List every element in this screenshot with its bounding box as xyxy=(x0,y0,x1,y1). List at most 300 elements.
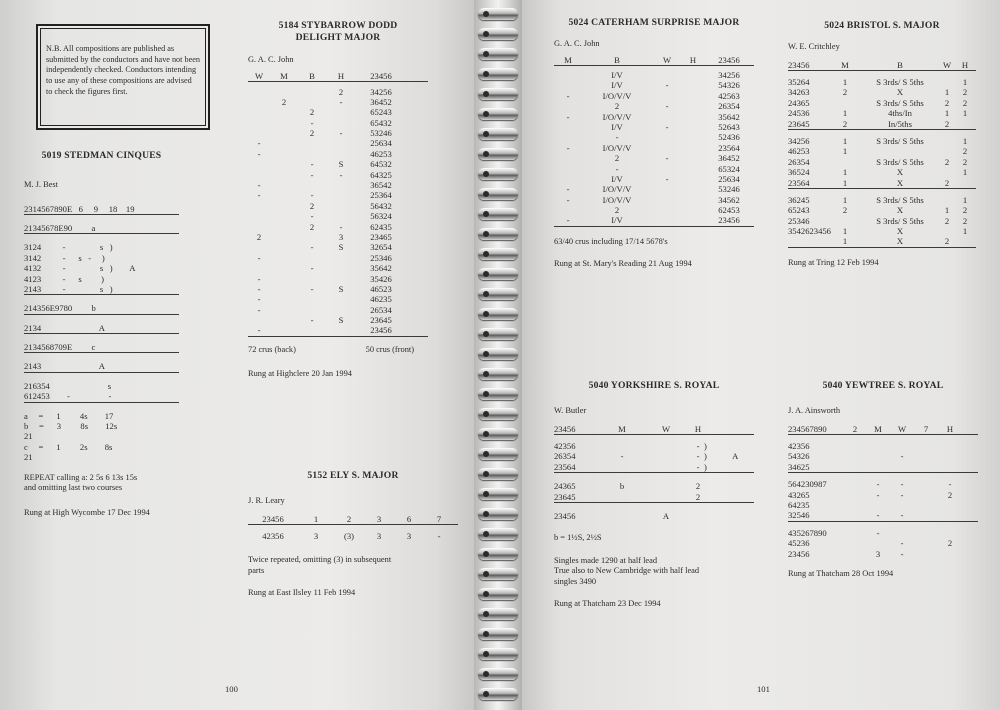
column-header: M xyxy=(564,54,572,65)
binding-coil xyxy=(478,308,518,320)
table-row xyxy=(248,201,428,211)
table-cell: 2 xyxy=(962,156,968,167)
table-row xyxy=(788,462,978,473)
table-row xyxy=(788,538,978,548)
table-cell: I/V xyxy=(611,121,623,132)
table-cell: - xyxy=(620,451,624,462)
table-cell: 2 xyxy=(947,489,953,500)
calling-table xyxy=(554,424,754,522)
table-cell: 1 xyxy=(944,87,950,98)
table-row xyxy=(248,325,428,336)
table-row xyxy=(248,242,428,252)
table-cell: 23564 xyxy=(788,177,810,188)
table-cell: 62453 xyxy=(718,205,740,216)
column-header: H xyxy=(694,423,702,434)
table-cell: 1 xyxy=(962,77,968,87)
table-cell: 1 xyxy=(842,236,848,247)
column-header: M xyxy=(280,71,288,82)
table-cell: 2 xyxy=(281,96,287,107)
table-cell: 64532 xyxy=(370,159,392,170)
binding-coil xyxy=(478,328,518,340)
table-cell: - xyxy=(257,325,261,336)
table-cell: (3) xyxy=(343,531,355,541)
table-row xyxy=(788,490,978,500)
table-row xyxy=(788,510,978,521)
composer: J. A. Ainsworth xyxy=(788,405,841,415)
table-cell: 25634 xyxy=(718,173,740,184)
table-cell: S 3rds/ S 5ths xyxy=(876,97,924,108)
table-row xyxy=(788,451,978,461)
table-cell: 35642 xyxy=(370,263,392,274)
column-header: 23456 xyxy=(554,423,576,434)
table-row xyxy=(788,216,976,226)
table-row xyxy=(788,226,976,236)
table-cell: S 3rds/ S 5ths xyxy=(876,194,924,205)
table-header xyxy=(554,424,754,435)
table-cell: 23564 xyxy=(718,142,740,153)
composition-5040-yewtree xyxy=(788,380,978,579)
table-row xyxy=(248,253,428,263)
table-cell: - xyxy=(257,294,261,305)
table-row xyxy=(248,263,428,273)
table-cell: - xyxy=(566,194,570,205)
table-cell: - xyxy=(257,138,261,149)
table-cell: 3 xyxy=(406,531,412,541)
table-cell: 1 xyxy=(842,226,848,237)
table-cell: 26534 xyxy=(370,304,392,315)
table-row xyxy=(554,215,754,226)
table-cell: 2 xyxy=(944,236,950,247)
table-cell: 2 xyxy=(962,87,968,98)
binding-coil xyxy=(478,228,518,240)
table-cell: 25346 xyxy=(788,215,810,226)
binding-coil xyxy=(478,648,518,660)
note-line: REPEAT calling a: 2 5s 6 13s 15s xyxy=(24,472,138,482)
table-cell: 1 xyxy=(842,108,848,119)
calling-line: 4132 - s ) A xyxy=(24,263,136,274)
table-cell: 42356 xyxy=(788,441,810,451)
table-cell: 36452 xyxy=(718,153,740,164)
calling-table xyxy=(788,60,976,248)
binding-coil xyxy=(478,508,518,520)
composition-title: 5040 YORKSHIRE S. ROYAL xyxy=(588,380,720,391)
table-cell: 34263 xyxy=(788,87,810,98)
table-cell: - xyxy=(257,283,261,294)
table-row xyxy=(554,481,754,491)
composition-5152 xyxy=(248,470,458,599)
calling-line: 216354 s xyxy=(24,380,112,391)
table-cell: 23456 xyxy=(370,325,392,336)
table-cell: - xyxy=(876,489,880,500)
table-row xyxy=(554,80,754,90)
binding-coil xyxy=(478,48,518,60)
calling-table xyxy=(554,55,754,227)
table-row xyxy=(554,122,754,132)
binding-coil xyxy=(478,488,518,500)
table-cell: X xyxy=(896,167,904,178)
table-cell: 46523 xyxy=(370,283,392,294)
table-row xyxy=(248,107,428,117)
calling-line: 3142 - s - ) xyxy=(24,252,105,263)
table-cell: I/V xyxy=(611,80,623,91)
calling-line: 21345678E90 a xyxy=(24,223,179,234)
table-cell: 2 xyxy=(614,205,620,216)
composer: W. E. Critchley xyxy=(788,41,840,51)
note-line: and omitting last two courses xyxy=(24,483,123,493)
table-cell: 1 xyxy=(962,167,968,178)
column-header: B xyxy=(309,71,315,82)
table-cell: - xyxy=(665,80,669,91)
column-header: H xyxy=(337,71,345,82)
column-header: 3 xyxy=(376,513,382,524)
note-line: parts xyxy=(248,565,265,575)
table-cell: I/O/V/V xyxy=(602,194,632,205)
binding-coil xyxy=(478,528,518,540)
calling-table xyxy=(248,514,458,542)
table-cell: 23456 xyxy=(718,215,740,226)
table-cell: - xyxy=(257,148,261,159)
column-header: 1 xyxy=(313,513,319,524)
table-row xyxy=(788,146,976,156)
table-cell: 35426 xyxy=(370,273,392,284)
composer: G. A. C. John xyxy=(248,55,294,64)
table-cell: S xyxy=(338,283,344,294)
table-cell: 25634 xyxy=(370,138,392,149)
composition-title: 5024 BRISTOL S. MAJOR xyxy=(824,20,940,31)
table-cell: - xyxy=(665,153,669,164)
table-row xyxy=(788,205,976,215)
composition-title: 5019 STEDMAN CINQUES xyxy=(41,150,162,161)
binding-coil xyxy=(478,568,518,580)
table-cell: 2 xyxy=(695,481,701,492)
table-cell: 24365 xyxy=(554,481,576,492)
column-header: 234567890 xyxy=(788,423,827,434)
composer: G. A. C. John xyxy=(554,38,600,48)
column-header: W xyxy=(897,423,907,434)
table-row xyxy=(554,511,754,521)
binding-coil xyxy=(478,548,518,560)
column-header: W xyxy=(661,423,671,434)
table-cell: X xyxy=(896,236,904,247)
table-cell: S xyxy=(338,315,344,326)
table-cell: In/5ths xyxy=(888,118,912,129)
table-cell: 24536 xyxy=(788,108,810,119)
table-cell: S 3rds/ S 5ths xyxy=(876,77,924,87)
table-cell: 34256 xyxy=(718,70,740,80)
table-cell: - xyxy=(900,538,904,549)
table-cell: X xyxy=(896,205,904,216)
calling-line: b = 3 8s 12s xyxy=(24,421,118,432)
table-cell: 65243 xyxy=(370,107,392,118)
calling-table xyxy=(788,424,978,559)
column-header: B xyxy=(614,54,620,65)
table-cell: I/O/V/V xyxy=(602,111,632,122)
calling-line: 612453 - - xyxy=(24,391,179,402)
table-cell: 46253 xyxy=(788,146,810,157)
composition-5019 xyxy=(24,150,179,518)
table-cell: I/O/V/V xyxy=(602,142,632,153)
table-cell: - xyxy=(665,121,669,132)
column-header: 2 xyxy=(852,423,858,434)
page-number-left: 100 xyxy=(225,684,238,694)
table-cell: 23465 xyxy=(370,231,392,242)
table-row xyxy=(248,211,428,221)
table-cell: 35642 xyxy=(718,111,740,122)
binding-coil xyxy=(478,188,518,200)
table-row xyxy=(788,441,978,451)
binding-coil xyxy=(478,608,518,620)
binding-coil xyxy=(478,348,518,360)
table-cell: - xyxy=(339,128,343,139)
table-cell: 3 xyxy=(376,531,382,541)
table-cell: - xyxy=(696,461,700,472)
composition-5040-yorkshire xyxy=(554,380,754,610)
table-cell: 26354 xyxy=(788,156,810,167)
table-cell: 25346 xyxy=(370,252,392,263)
table-cell: 34625 xyxy=(788,461,810,472)
table-cell: - xyxy=(615,163,619,174)
column-header: M xyxy=(874,423,882,434)
binding-coil xyxy=(478,588,518,600)
calling-lines xyxy=(24,204,179,463)
table-row xyxy=(248,118,428,128)
table-header xyxy=(554,55,754,66)
table-row xyxy=(788,77,976,87)
table-cell: 42356 xyxy=(262,531,284,541)
table-cell: 2 xyxy=(962,146,968,157)
table-cell: 24365 xyxy=(788,97,810,108)
table-row xyxy=(248,305,428,315)
table-cell: 1 xyxy=(842,77,848,87)
calling-line: 21 xyxy=(24,431,33,442)
rung-info: Rung at St. Mary's Reading 21 Aug 1994 xyxy=(554,259,692,269)
column-header: 7 xyxy=(923,423,929,434)
table-row xyxy=(788,479,978,489)
table-cell: I/O/V/V xyxy=(602,90,632,101)
binding-coil xyxy=(478,208,518,220)
table-cell: 2 xyxy=(944,118,950,129)
table-cell: - xyxy=(310,159,314,170)
table-cell: 2 xyxy=(962,205,968,216)
table-cell: - xyxy=(900,548,904,559)
table-cell: I/V xyxy=(611,70,623,80)
table-row xyxy=(554,205,754,215)
table-cell: 3 xyxy=(875,548,881,559)
table-row xyxy=(788,195,976,205)
table-row xyxy=(248,531,458,541)
table-cell: 2 xyxy=(944,97,950,108)
column-header: M xyxy=(618,423,626,434)
table-cell: 46253 xyxy=(370,148,392,159)
composer: J. R. Leary xyxy=(248,495,285,505)
composition-notes xyxy=(24,473,179,494)
composition-notes xyxy=(248,555,458,576)
table-cell: 2 xyxy=(309,107,315,118)
table-cell: 23645 xyxy=(788,118,810,129)
table-cell: 2 xyxy=(309,128,315,139)
table-row xyxy=(248,138,428,148)
table-cell: 2 xyxy=(944,215,950,226)
column-header: 23456 xyxy=(262,513,284,524)
table-row xyxy=(248,128,428,138)
table-row xyxy=(788,528,978,538)
table-cell: - xyxy=(310,283,314,294)
table-row xyxy=(554,195,754,205)
table-row xyxy=(248,97,428,107)
calling-line: 2143 - s ) xyxy=(24,284,179,295)
table-row xyxy=(554,112,754,122)
composer: M. J. Best xyxy=(24,179,58,189)
table-cell: 3 xyxy=(313,531,319,541)
table-row xyxy=(554,70,754,80)
binding-coil xyxy=(478,408,518,420)
table-cell: - xyxy=(310,190,314,201)
column-header: H xyxy=(946,423,954,434)
table-cell: - xyxy=(615,132,619,143)
table-cell: 35264 xyxy=(788,77,810,87)
table-cell: - xyxy=(696,451,700,462)
table-cell: 2 xyxy=(944,156,950,167)
table-cell: 3542623456 xyxy=(788,226,831,237)
rung-info: Rung at Thatcham 23 Dec 1994 xyxy=(554,599,661,609)
table-cell: 23456 xyxy=(788,548,810,559)
composer: W. Butler xyxy=(554,405,587,415)
table-cell: - xyxy=(437,531,441,541)
table-row xyxy=(788,548,978,558)
table-row xyxy=(248,190,428,200)
table-cell: - xyxy=(566,142,570,153)
table-cell: 26354 xyxy=(554,451,576,462)
right-page xyxy=(522,0,1000,710)
nb-notice-box xyxy=(36,24,210,130)
binding-coil xyxy=(478,88,518,100)
table-cell: X xyxy=(896,226,904,237)
page-number-right: 101 xyxy=(757,684,770,694)
column-header: B xyxy=(897,59,903,70)
table-cell: 2 xyxy=(947,538,953,549)
table-cell: 435267890 xyxy=(788,527,827,538)
binding-coil xyxy=(478,128,518,140)
table-row xyxy=(248,86,428,96)
calling-line: 2134568709E c xyxy=(24,342,179,353)
table-row xyxy=(248,315,428,325)
table-cell: - xyxy=(339,169,343,180)
table-row xyxy=(554,132,754,142)
calling-line: a = 1 4s 17 xyxy=(24,410,114,421)
table-cell: - xyxy=(257,252,261,263)
table-row xyxy=(788,119,976,130)
column-header: W xyxy=(662,54,672,65)
table-cell: - xyxy=(310,211,314,222)
calling-line: 21 xyxy=(24,452,33,463)
table-cell: - xyxy=(257,180,261,191)
binding-coil xyxy=(478,468,518,480)
table-cell: I/O/V/V xyxy=(602,184,632,195)
table-cell: 23645 xyxy=(370,315,392,326)
composition-title: 5040 YEWTREE S. ROYAL xyxy=(822,380,944,391)
table-cell: - xyxy=(566,90,570,101)
table-cell: 36452 xyxy=(370,96,392,107)
table-row xyxy=(788,87,976,97)
table-cell: 2 xyxy=(842,87,848,98)
table-cell: - xyxy=(876,510,880,521)
table-cell: 23456 xyxy=(554,510,576,521)
binding-coil xyxy=(478,248,518,260)
table-cell: 1 xyxy=(962,135,968,146)
table-row xyxy=(248,294,428,304)
column-header: 7 xyxy=(436,513,442,524)
table-cell: 34256 xyxy=(370,86,392,97)
table-cell: 36245 xyxy=(788,194,810,205)
table-row xyxy=(788,500,978,510)
binding-coil xyxy=(478,28,518,40)
table-cell: 43265 xyxy=(788,489,810,500)
table-cell: X xyxy=(896,87,904,98)
table-cell: 65243 xyxy=(788,205,810,216)
table-cell: - xyxy=(566,111,570,122)
calling-table xyxy=(248,71,428,337)
table-row xyxy=(248,284,428,294)
table-cell: 54326 xyxy=(718,80,740,91)
calling-line: 2314567890E 6 9 18 19 xyxy=(24,204,179,215)
note-line: Twice repeated, omitting (3) in subsequent xyxy=(248,555,392,565)
call-formula: b = 1½S, 2½S xyxy=(554,533,602,543)
table-cell: S xyxy=(338,159,344,170)
table-cell: 2 xyxy=(614,153,620,164)
column-header: W xyxy=(254,71,264,82)
rung-info: Rung at Tring 12 Feb 1994 xyxy=(788,257,879,267)
table-row xyxy=(248,274,428,284)
note-line: singles 3490 xyxy=(554,576,597,586)
binding-coil xyxy=(478,388,518,400)
table-cell: A xyxy=(662,510,670,521)
table-cell: - xyxy=(310,242,314,253)
table-cell: 32654 xyxy=(370,242,392,253)
table-cell: 32546 xyxy=(788,510,810,521)
table-header xyxy=(248,71,428,82)
table-cell: 2 xyxy=(338,86,344,97)
binding-coil xyxy=(478,628,518,640)
table-row xyxy=(554,91,754,101)
table-cell: 53246 xyxy=(718,184,740,195)
table-cell: 3 xyxy=(338,231,344,242)
table-cell: 34562 xyxy=(718,194,740,205)
table-row xyxy=(788,157,976,167)
column-header: 2 xyxy=(346,513,352,524)
table-row xyxy=(788,167,976,177)
table-cell: - xyxy=(900,510,904,521)
table-cell: 1 xyxy=(842,177,848,188)
nb-notice-text: N.B. All compositions are published as submitted by the conductors and have not been independently checked. Conductors intending to use any of these compositions are advised to check the figures first. xyxy=(46,44,200,96)
table-cell: 2 xyxy=(962,215,968,226)
table-cell: - xyxy=(876,479,880,490)
table-cell: 1 xyxy=(944,205,950,216)
table-cell: 1 xyxy=(842,146,848,157)
table-cell: 2 xyxy=(842,205,848,216)
table-row xyxy=(248,222,428,232)
table-cell: 1 xyxy=(962,194,968,205)
table-row xyxy=(788,98,976,108)
table-cell: I/V xyxy=(611,215,623,226)
table-cell: - xyxy=(310,169,314,180)
table-row xyxy=(788,177,976,188)
table-cell: - xyxy=(257,273,261,284)
binding-coil xyxy=(478,688,518,700)
table-cell: 53246 xyxy=(370,128,392,139)
table-row xyxy=(788,236,976,247)
calling-line: 214356E9780 b xyxy=(24,303,179,314)
table-cell: 2 xyxy=(309,221,315,232)
